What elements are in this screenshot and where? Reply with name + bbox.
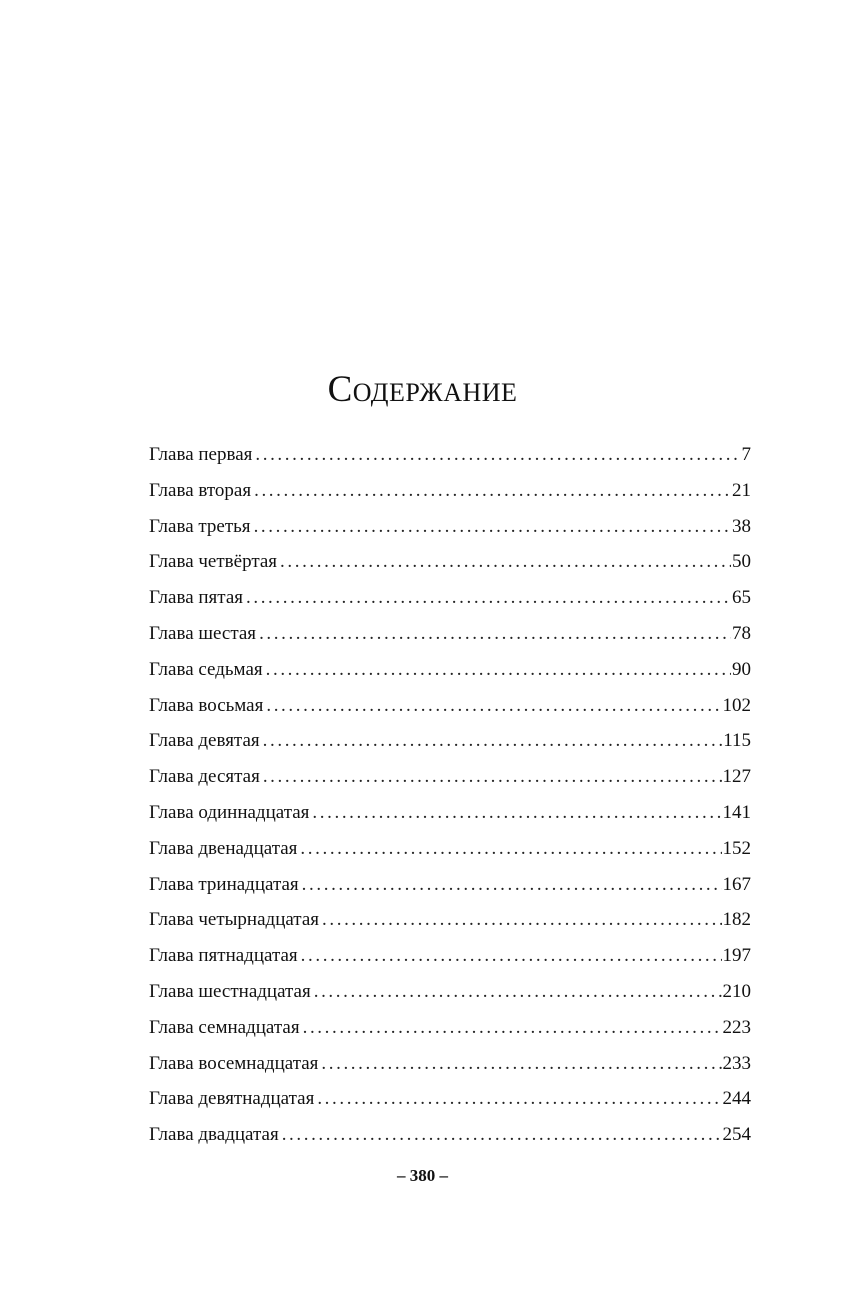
toc-entry: [149, 867, 751, 903]
toc-entry: [149, 509, 751, 545]
toc-entry-label: Глава девятнадцатая: [149, 1088, 315, 1110]
toc-entry-label: Глава восемнадцатая: [149, 1052, 319, 1074]
toc-entry-page: 115: [723, 730, 751, 752]
toc-entry: [149, 831, 751, 867]
toc-entry: [149, 974, 751, 1010]
toc-entry-label: Глава пятнадцатая: [149, 945, 298, 967]
dot-leader: [301, 938, 722, 974]
toc-entry-label: Глава шестнадцатая: [149, 980, 311, 1002]
dot-leader: [321, 1046, 721, 1082]
toc-entry-page: 38: [732, 515, 751, 537]
toc-entry-label: Глава двенадцатая: [149, 837, 298, 859]
toc-entry: [149, 902, 751, 938]
toc-entry-page: 233: [722, 1052, 751, 1074]
dot-leader: [263, 759, 722, 795]
toc-entry-label: Глава девятая: [149, 730, 260, 752]
toc-entry-label: Глава четвёртая: [149, 551, 278, 573]
toc-entry-page: 152: [722, 837, 751, 859]
toc-entry-label: Глава пятая: [149, 587, 243, 609]
toc-entry-page: 21: [732, 479, 751, 501]
toc-entry: [149, 938, 751, 974]
toc-entry: [149, 1046, 751, 1082]
toc-entry-page: 50: [732, 551, 751, 573]
dot-leader: [255, 437, 740, 473]
toc-entry-page: 78: [732, 622, 751, 644]
toc-entry: [149, 544, 751, 580]
dot-leader: [246, 580, 731, 616]
dot-leader: [303, 1010, 722, 1046]
toc-entry-page: 167: [722, 873, 751, 895]
toc-entry-label: Глава двадцатая: [149, 1124, 279, 1146]
toc-entry: [149, 688, 751, 724]
dot-leader: [266, 688, 721, 724]
dot-leader: [266, 652, 731, 688]
toc-entry: [149, 437, 751, 473]
toc-entry-label: Глава третья: [149, 515, 251, 537]
toc-entry-page: 254: [722, 1124, 751, 1146]
toc-entry-page: 65: [732, 587, 751, 609]
toc-entry: [149, 652, 751, 688]
toc-entry-label: Глава десятая: [149, 766, 260, 788]
toc-entry-page: 182: [722, 909, 751, 931]
toc-entry: [149, 580, 751, 616]
toc-entry-page: 141: [722, 801, 751, 823]
dot-leader: [322, 902, 721, 938]
toc-entry-page: 90: [732, 658, 751, 680]
page-title: Содержание: [327, 369, 518, 410]
dot-leader: [282, 1117, 722, 1153]
toc-entry-page: 244: [722, 1088, 751, 1110]
toc-entry-page: 102: [722, 694, 751, 716]
toc-entry: [149, 616, 751, 652]
toc-entry-label: Глава восьмая: [149, 694, 264, 716]
toc-entry-page: 127: [722, 766, 751, 788]
dot-leader: [254, 509, 731, 545]
toc-entry: [149, 1117, 751, 1153]
dot-leader: [254, 473, 731, 509]
toc-entry-page: 210: [722, 980, 751, 1002]
dot-leader: [280, 544, 731, 580]
dot-leader: [312, 795, 721, 831]
dot-leader: [314, 974, 722, 1010]
dot-leader: [317, 1081, 721, 1117]
toc-entry: [149, 473, 751, 509]
dot-leader: [302, 867, 722, 903]
toc-entry-page: 7: [741, 444, 751, 465]
toc-entry-label: Глава шестая: [149, 622, 257, 644]
page-number: – 380 –: [397, 1166, 448, 1185]
toc-entry-page: 223: [722, 1016, 751, 1038]
toc-entry-label: Глава четырнадцатая: [149, 909, 320, 931]
toc-entry-label: Глава вторая: [149, 479, 252, 501]
dot-leader: [300, 831, 721, 867]
table-of-contents: [149, 437, 751, 1153]
toc-entry-label: Глава седьмая: [149, 658, 263, 680]
toc-entry-label: Глава первая: [149, 444, 253, 465]
toc-entry-label: Глава семнадцатая: [149, 1016, 300, 1038]
toc-entry: [149, 759, 751, 795]
toc-entry: [149, 723, 751, 759]
toc-entry: [149, 1081, 751, 1117]
toc-entry-page: 197: [722, 945, 751, 967]
toc-entry: [149, 1010, 751, 1046]
toc-entry-label: Глава одиннадцатая: [149, 801, 310, 823]
toc-entry: [149, 795, 751, 831]
dot-leader: [263, 723, 723, 759]
dot-leader: [259, 616, 731, 652]
toc-entry-label: Глава тринадцатая: [149, 873, 299, 895]
